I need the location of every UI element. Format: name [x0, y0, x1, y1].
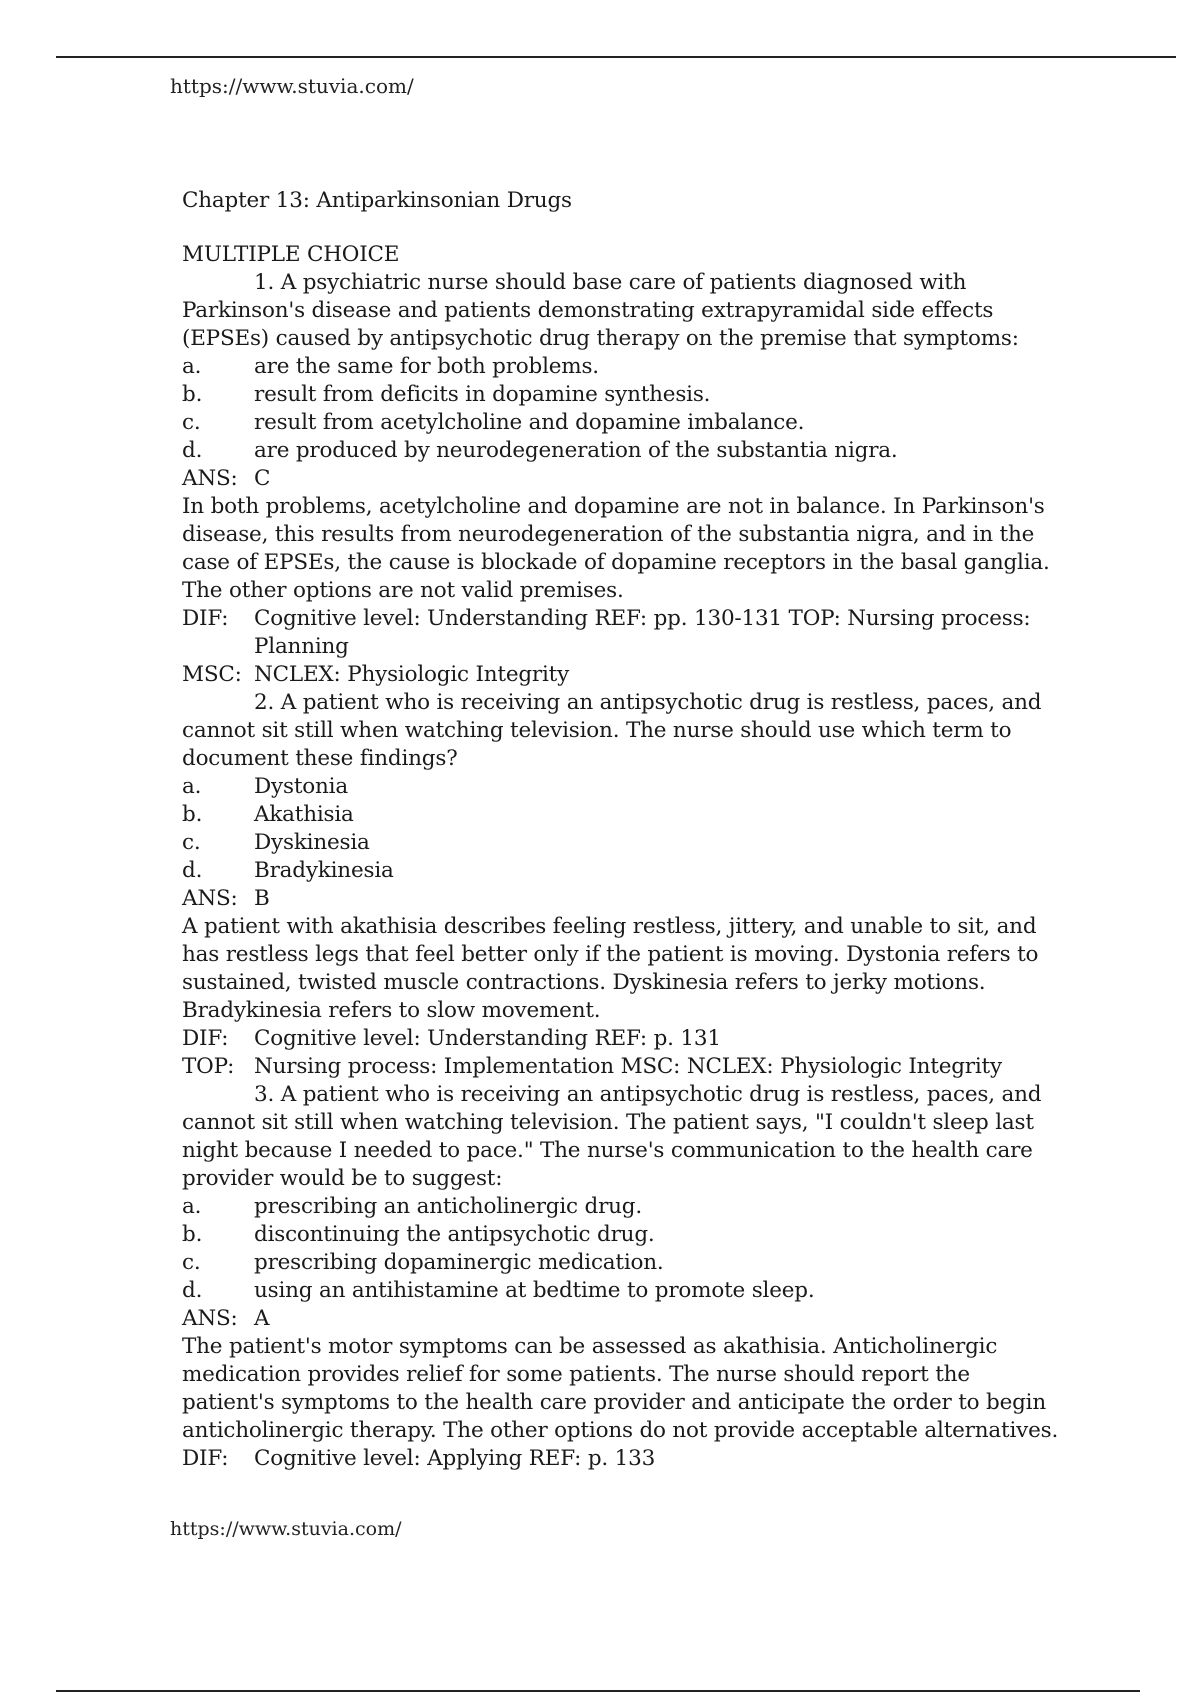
option-b: b. Akathisia	[182, 802, 354, 827]
question-3	[182, 1081, 1062, 1473]
top-line: TOP: Nursing process: Implementation MSC: NCLEX: Physiologic Integrity	[182, 1054, 1002, 1079]
option-d: d. using an antihistamine at bedtime to promote sleep.	[182, 1278, 815, 1303]
question-2	[182, 689, 1062, 1081]
msc-line: MSC: NCLEX: Physiologic Integrity	[182, 662, 570, 687]
option-a: a. are the same for both problems.	[182, 354, 599, 379]
bottom-rule	[56, 1690, 1140, 1692]
footer-url: https://www.stuvia.com/	[170, 1518, 402, 1540]
dif-line: DIF: Cognitive level: Applying REF: p. 133	[182, 1446, 656, 1471]
question-stem: 2. A patient who is receiving an antipsychotic drug is restless, paces, and cannot sit still when watching television. The nurse should use which term to document these findings?	[182, 690, 1042, 771]
option-c: c. Dyskinesia	[182, 830, 370, 855]
answer-line: ANS: A	[182, 1306, 270, 1331]
chapter-title: Chapter 13: Antiparkinsonian Drugs	[182, 188, 572, 213]
option-d: d. Bradykinesia	[182, 858, 394, 883]
rationale: In both problems, acetylcholine and dopamine are not in balance. In Parkinson's disease, this results from neurodegeneration of the substantia nigra, and in the case of EPSEs, the cause is blockade of dopamine receptors in the basal ganglia. The other options are not valid premises.	[182, 494, 1050, 603]
option-a: a. prescribing an anticholinergic drug.	[182, 1194, 642, 1219]
option-a: a. Dystonia	[182, 774, 348, 799]
option-c: c. prescribing dopaminergic medication.	[182, 1250, 664, 1275]
header-url: https://www.stuvia.com/	[170, 74, 414, 98]
option-c: c. result from acetylcholine and dopamine imbalance.	[182, 410, 805, 435]
question-1	[182, 269, 1062, 689]
answer-line: ANS: C	[182, 466, 271, 491]
option-b: b. result from deficits in dopamine synthesis.	[182, 382, 711, 407]
document-body	[182, 187, 1062, 1473]
question-stem: 1. A psychiatric nurse should base care of patients diagnosed with Parkinson's disease and patients demonstrating extrapyramidal side effects (EPSEs) caused by antipsychotic drug therapy on the premise that symptoms:	[182, 270, 1019, 351]
top-rule	[56, 56, 1176, 58]
dif-line: DIF: Cognitive level: Understanding REF: p. 131	[182, 1026, 721, 1051]
dif-line: DIF: Cognitive level: Understanding REF: pp. 130-131 TOP: Nursing process: Planning	[182, 606, 1031, 659]
answer-line: ANS: B	[182, 886, 270, 911]
question-stem: 3. A patient who is receiving an antipsychotic drug is restless, paces, and cannot sit still when watching television. The patient says, "I couldn't sleep last night because I needed to pace." The nurse's communication to the health care provider would be to suggest:	[182, 1082, 1042, 1191]
option-b: b. discontinuing the antipsychotic drug.	[182, 1222, 655, 1247]
section-title: MULTIPLE CHOICE	[182, 242, 400, 267]
rationale: The patient's motor symptoms can be assessed as akathisia. Anticholinergic medication provides relief for some patients. The nurse should report the patient's symptoms to the health care provider and anticipate the order to begin anticholinergic therapy. The other options do not provide acceptable alternatives.	[182, 1334, 1059, 1443]
option-d: d. are produced by neurodegeneration of the substantia nigra.	[182, 438, 898, 463]
rationale: A patient with akathisia describes feeling restless, jittery, and unable to sit, and has restless legs that feel better only if the patient is moving. Dystonia refers to sustained, twisted muscle contractions. Dyskinesia refers to jerky motions. Bradykinesia refers to slow movement.	[182, 914, 1039, 1023]
